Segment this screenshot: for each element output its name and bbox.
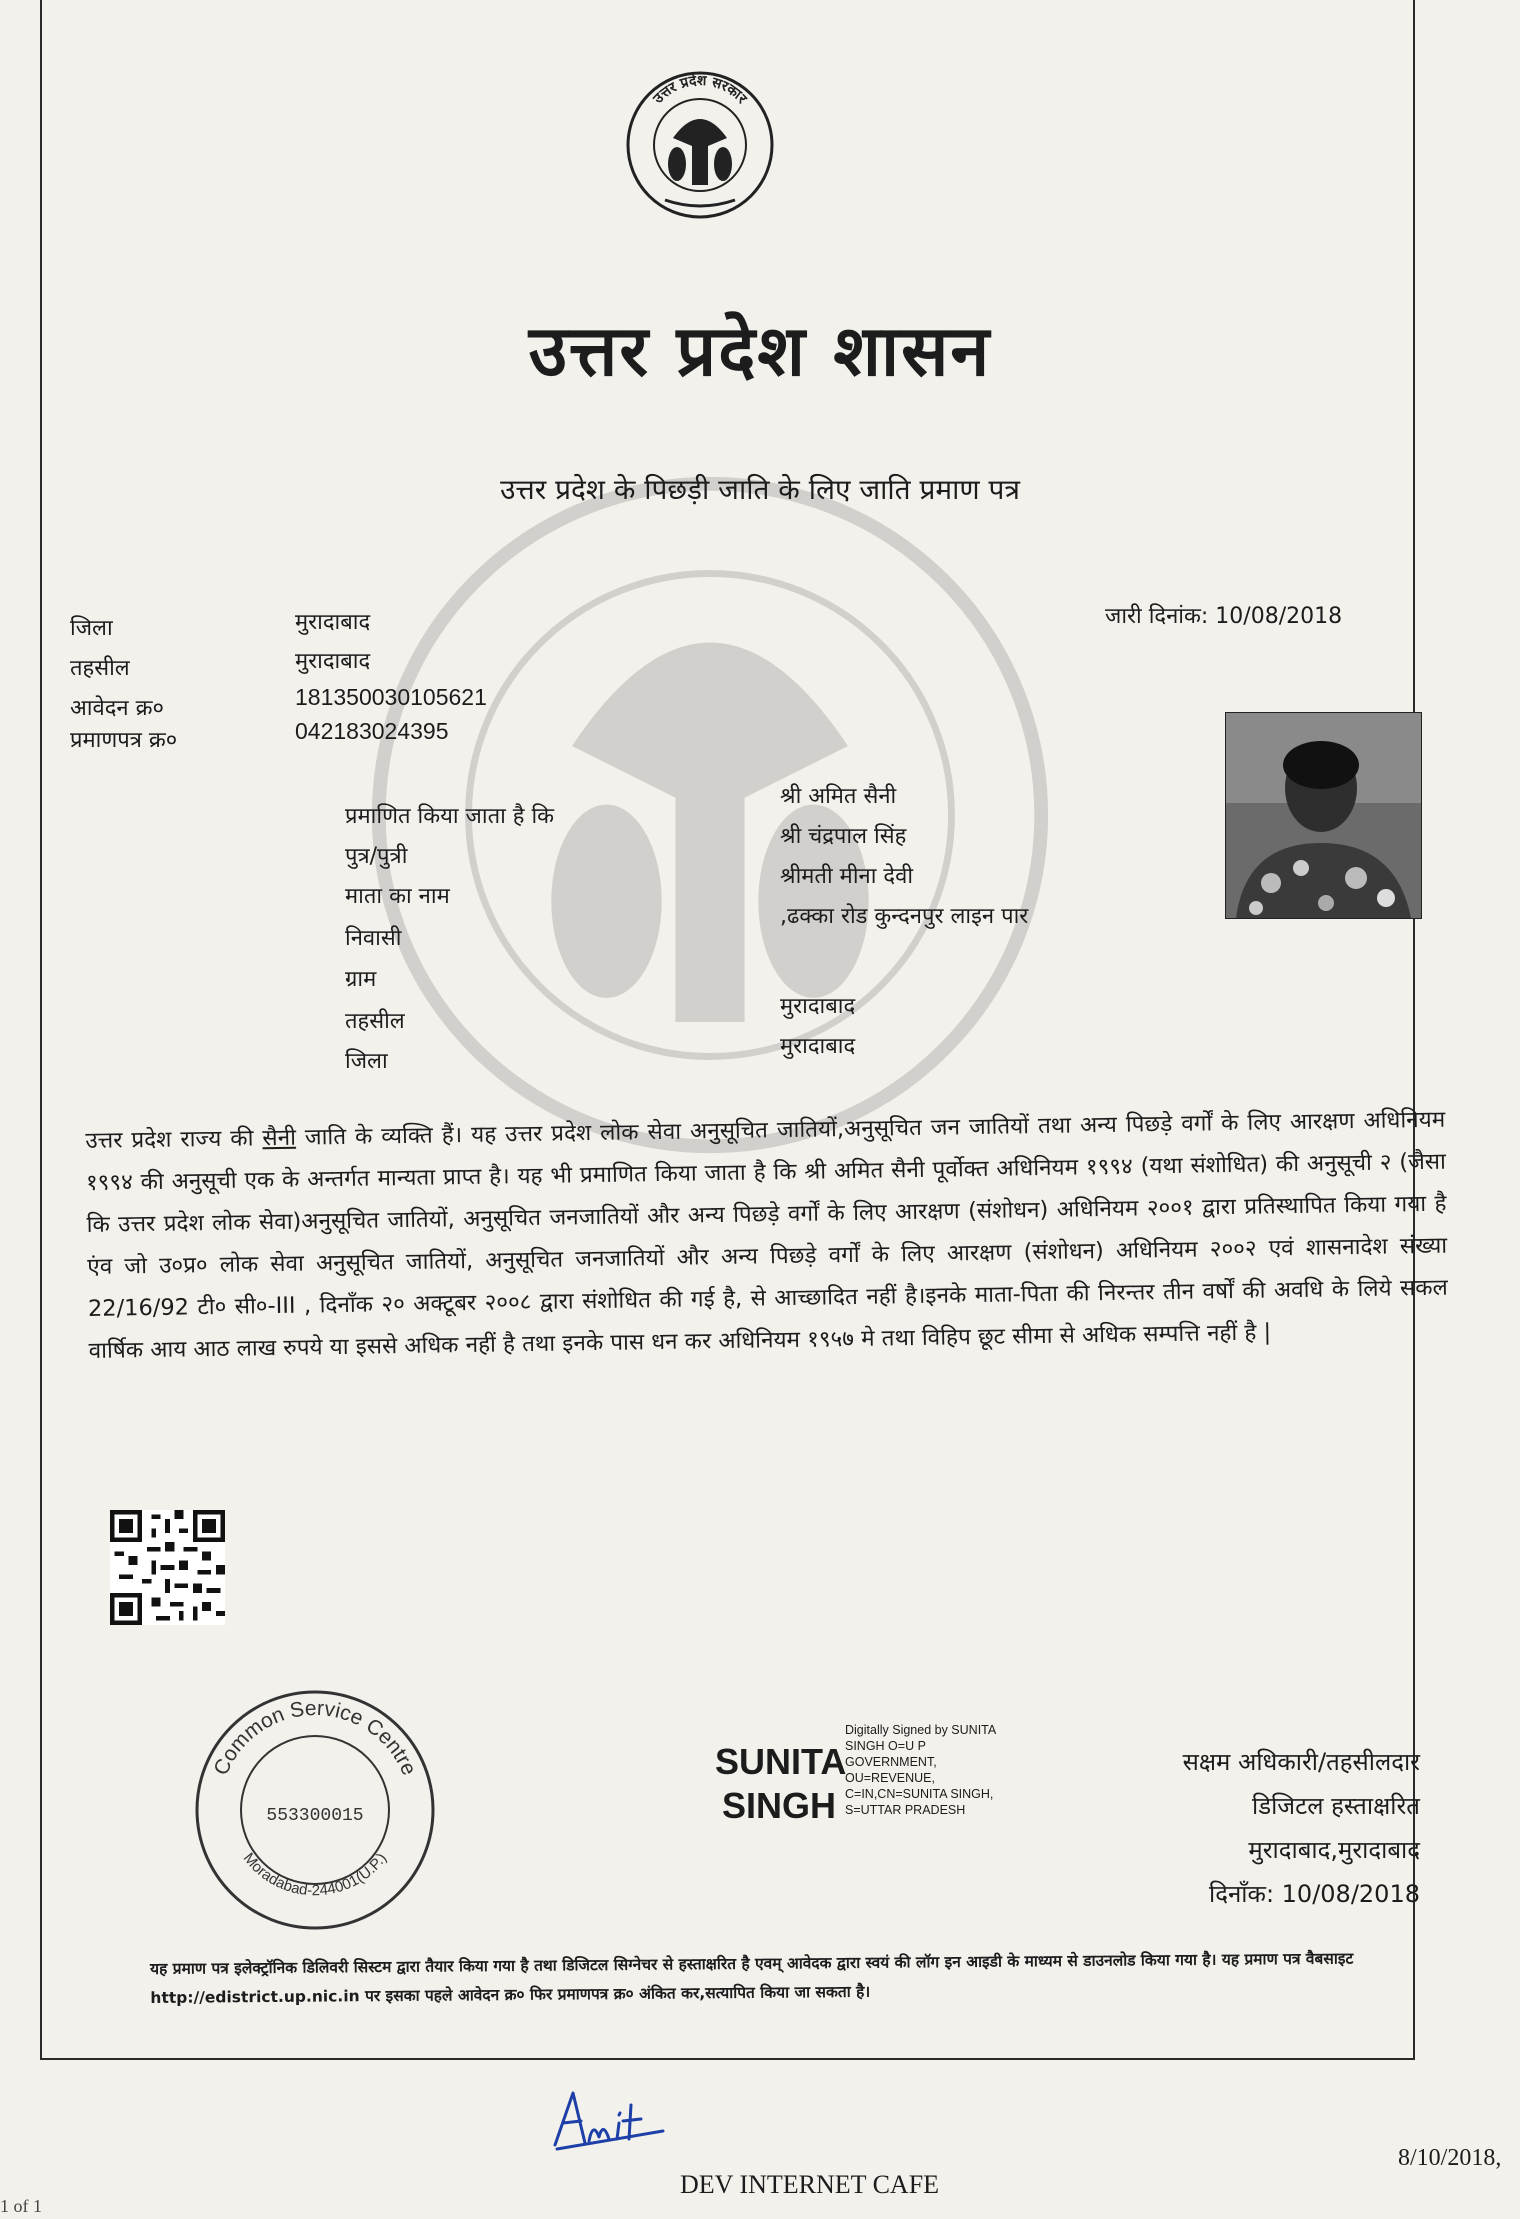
csc-stamp xyxy=(185,1680,445,1940)
signature-line: OU=REVENUE, xyxy=(845,1771,935,1785)
applicant-district-label: जिला xyxy=(345,1049,388,1074)
application-number-label: आवेदन क्र० xyxy=(70,696,164,721)
officer-block xyxy=(1120,1740,1420,1916)
signature-line: C=IN,CN=SUNITA SINGH, xyxy=(845,1787,994,1801)
resident-address: ,ढक्का रोड कुन्दनपुर लाइन पार xyxy=(780,904,1029,929)
caste-name: सैनी xyxy=(262,1124,297,1152)
signature-details xyxy=(845,1722,1095,1818)
applicant-tehsil-label: तहसील xyxy=(345,1009,405,1034)
mother-label: माता का नाम xyxy=(345,884,450,909)
officer-date: दिनाँक: 10/08/2018 xyxy=(1209,1880,1420,1908)
certificate-body xyxy=(85,1099,1449,1372)
signature-line: Digitally Signed by SUNITA xyxy=(845,1723,997,1737)
body-part1: उत्तर प्रदेश राज्य की xyxy=(85,1125,263,1154)
signer-first-name: SUNITA xyxy=(715,1741,847,1782)
svg-text:उत्तर प्रदेश सरकार xyxy=(650,72,751,108)
father-name: श्री चंद्रपाल सिंह xyxy=(780,824,907,849)
verification-note: यह प्रमाण पत्र इलेक्ट्रॉनिक डिलिवरी सिस्टम द्वारा तैयार किया गया है तथा डिजिटल सिग्नेचर से हस्ताक्षरित है एवम् आवेदक द्वारा स्वयं की लॉग इन आइडी के माध्यम से डाउनलोड किया गया है। यह प्रमाण पत्र वैबसाइट http://edistrict.up.nic.in पर इसका पहले आवेदन क्र० फिर प्रमाणपत्र क्र० अंकित कर,सत्यापित किया जा सकता है। xyxy=(150,1949,1354,2007)
digital-signature xyxy=(715,1718,1095,1858)
tehsil-value: मुरादाबाद xyxy=(295,649,371,674)
applicant-tehsil: मुरादाबाद xyxy=(780,994,856,1019)
csc-stamp-city: Moradabad-244001(U.P.) xyxy=(239,1849,391,1900)
signature-line: SINGH O=U P xyxy=(845,1739,926,1753)
certificate-number: 042183024395 xyxy=(295,718,449,744)
csc-stamp-text: Common Service Centre xyxy=(209,1696,421,1779)
body-part2: जाति के व्यक्ति हैं। यह उत्तर प्रदेश लोक सेवा अनुसूचित जातियों,अनुसूचित जन जातियों तथा अन्य पिछड़े वर्गों के लिए आरक्षण अधिनियम १९९४ की अनुसूची एक के अन्तर्गत मान्यता प्राप्त है। यह भी प्रमाणित किया जाता है कि श्री अमित सैनी पूर्वोक्त अधिनियम १९९४ (यथा संशोधित) की अनुसूची २ (जैसा कि उत्तर प्रदेश लोक सेवा)अनुसूचित जातियों, अनुसूचित जनजातियों और अन्य पिछड़े वर्गों के लिए आरक्षण (संशोधन) अधिनियम २००१ द्वारा प्रतिस्थापित किया गया है एंव जो उ०प्र० लोक सेवा अनुसूचित जातियों, अनुसूचित जनजातियों और अन्य पिछड़े वर्गों के लिए आरक्षण (संशोधन) अधिनियम २००२ एवं शासनादेश संख्या 22/16/92 टी० सी०-III , दिनाँक २० अक्टूबर २००८ द्वारा संशोधित की गई है, से आच्छादित नहीं है।इनके माता-पिता की निरन्तर तीन वर्षों की अवधि के लिये सकल वार्षिक आय आठ लाख रुपये या इससे अधिक नहीं है तथा इनके पास धन कर अधिनियम १९५७ मे तथा विहिप छूट सीमा से अधिक सम्पत्ति नहीं है | xyxy=(85,1106,1449,1364)
applicant-photo xyxy=(1225,712,1422,919)
village-label: ग्राम xyxy=(345,967,377,992)
officer-place: मुरादाबाद,मुरादाबाद xyxy=(1248,1836,1420,1864)
signature-line: GOVERNMENT, xyxy=(845,1755,937,1769)
cafe-name: DEV INTERNET CAFE xyxy=(680,2170,940,2199)
application-number: 181350030105621 xyxy=(295,684,487,710)
handwritten-signature xyxy=(545,2085,675,2155)
certify-label: प्रमाणित किया जाता है कि xyxy=(345,804,555,829)
print-date: 8/10/2018, xyxy=(1398,2145,1502,2171)
signature-line: S=UTTAR PRADESH xyxy=(845,1803,966,1817)
emblem-arc-text: उत्तर प्रदेश सरकार xyxy=(650,72,750,107)
page-count: 1 of 1 xyxy=(0,2196,42,2216)
issue-date: जारी दिनांक: 10/08/2018 xyxy=(1105,604,1343,629)
signer-name xyxy=(715,1740,847,1828)
applicant-name: श्री अमित सैनी xyxy=(780,784,897,809)
page-title: उत्तर प्रदेश शासन xyxy=(528,309,992,392)
parent-label: पुत्र/पुत्री xyxy=(345,844,408,869)
up-govt-emblem xyxy=(625,60,775,240)
resident-label: निवासी xyxy=(345,926,402,951)
svg-text:Common Service Centre xyxy=(209,1697,420,1779)
applicant-district: मुरादाबाद xyxy=(780,1034,856,1059)
mother-name: श्रीमती मीना देवी xyxy=(780,864,914,889)
officer-signed: डिजिटल हस्ताक्षरित xyxy=(1252,1792,1420,1820)
signer-last-name: SINGH xyxy=(721,1785,836,1826)
certificate-subtitle: उत्तर प्रदेश के पिछड़ी जाति के लिए जाति प्रमाण पत्र xyxy=(500,473,1020,506)
district-value: मुरादाबाद xyxy=(295,610,371,635)
district-label: जिला xyxy=(70,616,113,641)
tehsil-label: तहसील xyxy=(70,656,130,681)
officer-title: सक्षम अधिकारी/तहसीलदार xyxy=(1182,1748,1420,1776)
csc-stamp-code: 553300015 xyxy=(266,1806,364,1826)
svg-text:Moradabad-244001(U.P.) xyxy=(240,1850,390,1899)
qr-code[interactable] xyxy=(110,1510,225,1625)
certificate-number-label: प्रमाणपत्र क्र० xyxy=(70,728,178,753)
